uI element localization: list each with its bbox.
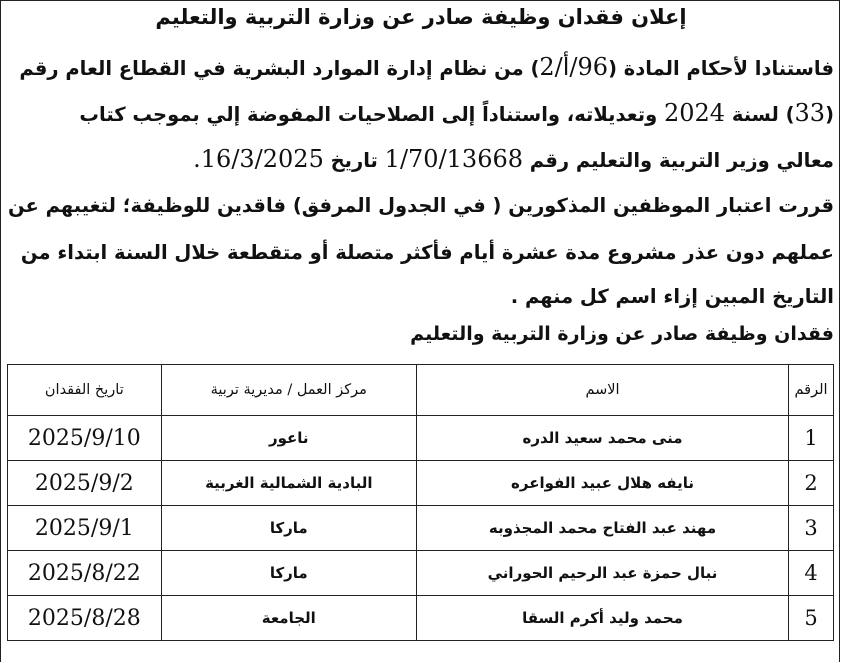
table-row bbox=[8, 416, 834, 461]
table-row bbox=[8, 596, 834, 641]
article-number: 96/أ/2 bbox=[539, 53, 609, 81]
text-span: فاستنادا لأحكام المادة ( bbox=[608, 57, 834, 80]
employee-name: منى محمد سعيد الدره bbox=[416, 416, 788, 461]
text-span: وتعديلاته، واستناداً إلى الصلاحيات المفوضة إلي بموجب كتاب bbox=[79, 103, 664, 126]
workplace: ناعور bbox=[161, 416, 416, 461]
row-number: 2 bbox=[789, 461, 834, 506]
row-number: 1 bbox=[789, 416, 834, 461]
table-row bbox=[8, 551, 834, 596]
loss-date: 2025/9/2 bbox=[8, 461, 162, 506]
text-span: ) من نظام إدارة الموارد البشرية في القطاع العام رقم bbox=[19, 57, 540, 80]
paragraph-line: عملهم دون عذر مشروع مدة عشرة أيام فأكثر متصلة أو متقطعة خلال السنة ابتداء من bbox=[20, 241, 834, 264]
workplace: البادية الشمالية الغربية bbox=[161, 461, 416, 506]
row-number: 4 bbox=[789, 551, 834, 596]
workplace: ماركا bbox=[161, 506, 416, 551]
employees-table bbox=[7, 364, 834, 641]
loss-date: 2025/8/28 bbox=[8, 596, 162, 641]
table-caption: فقدان وظيفة صادر عن وزارة التربية والتعليم bbox=[410, 323, 834, 345]
table-row bbox=[8, 506, 834, 551]
employee-name: مهند عبد الفتاح محمد المجذوبه bbox=[416, 506, 788, 551]
text-span: معالي وزير التربية والتعليم رقم bbox=[523, 149, 834, 172]
paragraph-line: قررت اعتبار الموظفين المذكورين ( في الجدول المرفق) فاقدين للوظيفة؛ لتغيبهم عن bbox=[7, 194, 834, 217]
row-number: 3 bbox=[789, 506, 834, 551]
law-year: 2024 bbox=[664, 99, 726, 127]
row-number: 5 bbox=[789, 596, 834, 641]
page-title: إعلان فقدان وظيفة صادر عن وزارة التربية والتعليم bbox=[155, 5, 687, 29]
table-header-row bbox=[8, 365, 834, 416]
paragraph-line bbox=[19, 46, 834, 90]
text-span: تاريخ bbox=[323, 149, 385, 172]
letter-date: 16/3/2025. bbox=[193, 145, 324, 173]
text-span: ( bbox=[825, 103, 834, 126]
workplace: الجامعة bbox=[161, 596, 416, 641]
letter-number: 1/70/13668 bbox=[384, 145, 523, 173]
employee-name: نايفه هلال عبيد الفواعره bbox=[416, 461, 788, 506]
loss-date: 2025/9/1 bbox=[8, 506, 162, 551]
employee-name: نبال حمزة عبد الرحيم الحوراني bbox=[416, 551, 788, 596]
law-number: 33 bbox=[794, 99, 826, 127]
paragraph-line: التاريخ المبين إزاء اسم كل منهم . bbox=[510, 285, 834, 308]
table-row bbox=[8, 461, 834, 506]
paragraph-line bbox=[79, 92, 834, 136]
employee-name: محمد وليد أكرم السقا bbox=[416, 596, 788, 641]
paragraph-line bbox=[193, 138, 834, 182]
header-workplace: مركز العمل / مديرية تربية bbox=[161, 365, 416, 416]
workplace: ماركا bbox=[161, 551, 416, 596]
header-loss-date: تاريخ الفقدان bbox=[8, 365, 162, 416]
loss-date: 2025/9/10 bbox=[8, 416, 162, 461]
text-span: ) لسنة bbox=[725, 103, 795, 126]
loss-date: 2025/8/22 bbox=[8, 551, 162, 596]
header-name: الاسم bbox=[416, 365, 788, 416]
header-number: الرقم bbox=[789, 365, 834, 416]
